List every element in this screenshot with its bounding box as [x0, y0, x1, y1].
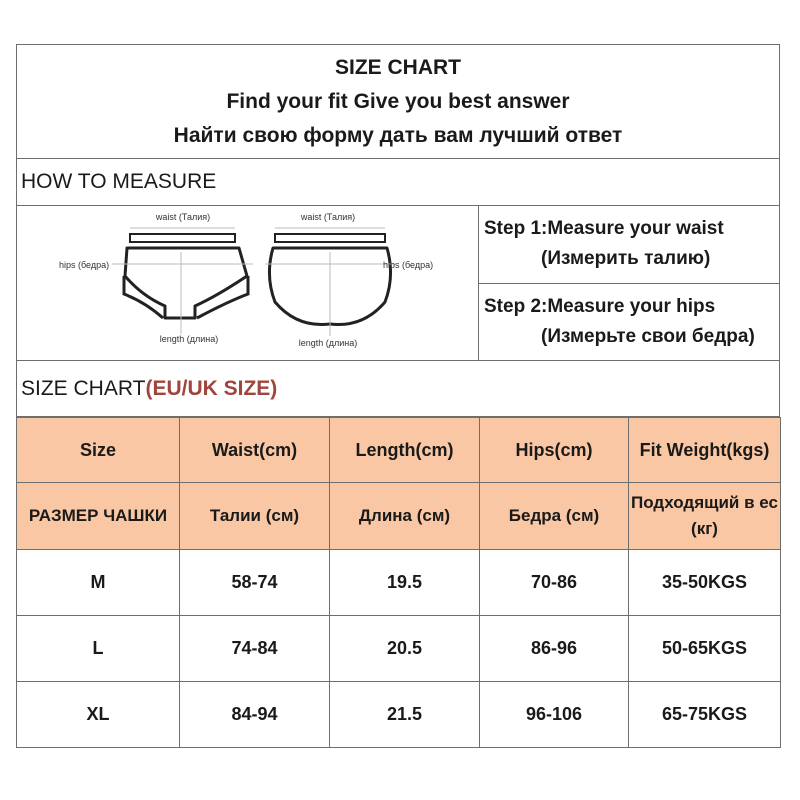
size-chart-title-accent: (EU/UK SIZE) — [145, 376, 278, 400]
cell-fit-weight: 65-75KGS — [629, 682, 781, 748]
hips-label-back: hips (бедра) — [383, 260, 434, 270]
briefs-front-icon — [112, 228, 253, 334]
header-block — [16, 44, 780, 159]
step-2-text: Step 2:Measure your hips — [484, 295, 716, 317]
cell-fit-weight: 35-50KGS — [629, 550, 781, 616]
page-title: SIZE CHART — [335, 55, 461, 79]
cell-waist: 84-94 — [180, 682, 330, 748]
header-size: Size — [17, 418, 180, 483]
waist-label-front: waist (Талия) — [155, 212, 211, 222]
size-table — [16, 417, 781, 748]
how-to-measure-section — [16, 206, 780, 361]
cell-size: L — [17, 616, 180, 682]
measure-illustration — [17, 206, 479, 360]
cell-fit-weight: 50-65KGS — [629, 616, 781, 682]
header-fit-weight-ru: Подходящий в ес (кг) — [629, 483, 781, 550]
waist-label-back: waist (Талия) — [300, 212, 356, 222]
cell-size: XL — [17, 682, 180, 748]
cell-hips: 96-106 — [480, 682, 629, 748]
table-header-row-ru — [17, 483, 781, 550]
subtitle-english: Find your fit Give you best answer — [226, 89, 570, 113]
step-2 — [479, 283, 779, 361]
size-chart-title-plain: SIZE CHART — [21, 376, 146, 400]
header-size-ru: РАЗМЕР ЧАШКИ — [17, 483, 180, 550]
header-hips: Hips(cm) — [480, 418, 629, 483]
cell-hips: 86-96 — [480, 616, 629, 682]
length-label-front: length (длина) — [159, 334, 219, 344]
step-1-translation: (Измерить талию) — [541, 248, 711, 270]
table-row — [17, 550, 781, 616]
cell-size: M — [17, 550, 180, 616]
length-label-back: length (длина) — [298, 338, 358, 348]
cell-length: 21.5 — [330, 682, 480, 748]
how-to-measure-title: HOW TO MEASURE — [16, 159, 780, 206]
cell-waist: 74-84 — [180, 616, 330, 682]
measure-steps — [479, 206, 779, 360]
header-length-ru: Длина (см) — [330, 483, 480, 550]
header-waist-ru: Талии (см) — [180, 483, 330, 550]
header-waist: Waist(cm) — [180, 418, 330, 483]
cell-length: 19.5 — [330, 550, 480, 616]
step-1-text: Step 1:Measure your waist — [484, 218, 724, 240]
size-chart-title — [16, 361, 780, 417]
hips-label-front: hips (бедра) — [59, 260, 110, 270]
cell-length: 20.5 — [330, 616, 480, 682]
table-row — [17, 682, 781, 748]
size-chart-sheet — [16, 44, 780, 748]
step-2-translation: (Измерьте свои бедра) — [541, 325, 755, 347]
header-length: Length(cm) — [330, 418, 480, 483]
subtitle-russian: Найти свою форму дать вам лучший ответ — [173, 123, 623, 147]
table-header-row-en — [17, 418, 781, 483]
cell-hips: 70-86 — [480, 550, 629, 616]
table-row — [17, 616, 781, 682]
cell-waist: 58-74 — [180, 550, 330, 616]
header-hips-ru: Бедра (см) — [480, 483, 629, 550]
briefs-back-icon — [265, 228, 395, 336]
step-1 — [479, 206, 779, 283]
header-fit-weight: Fit Weight(kgs) — [629, 418, 781, 483]
briefs-diagram — [17, 206, 477, 358]
